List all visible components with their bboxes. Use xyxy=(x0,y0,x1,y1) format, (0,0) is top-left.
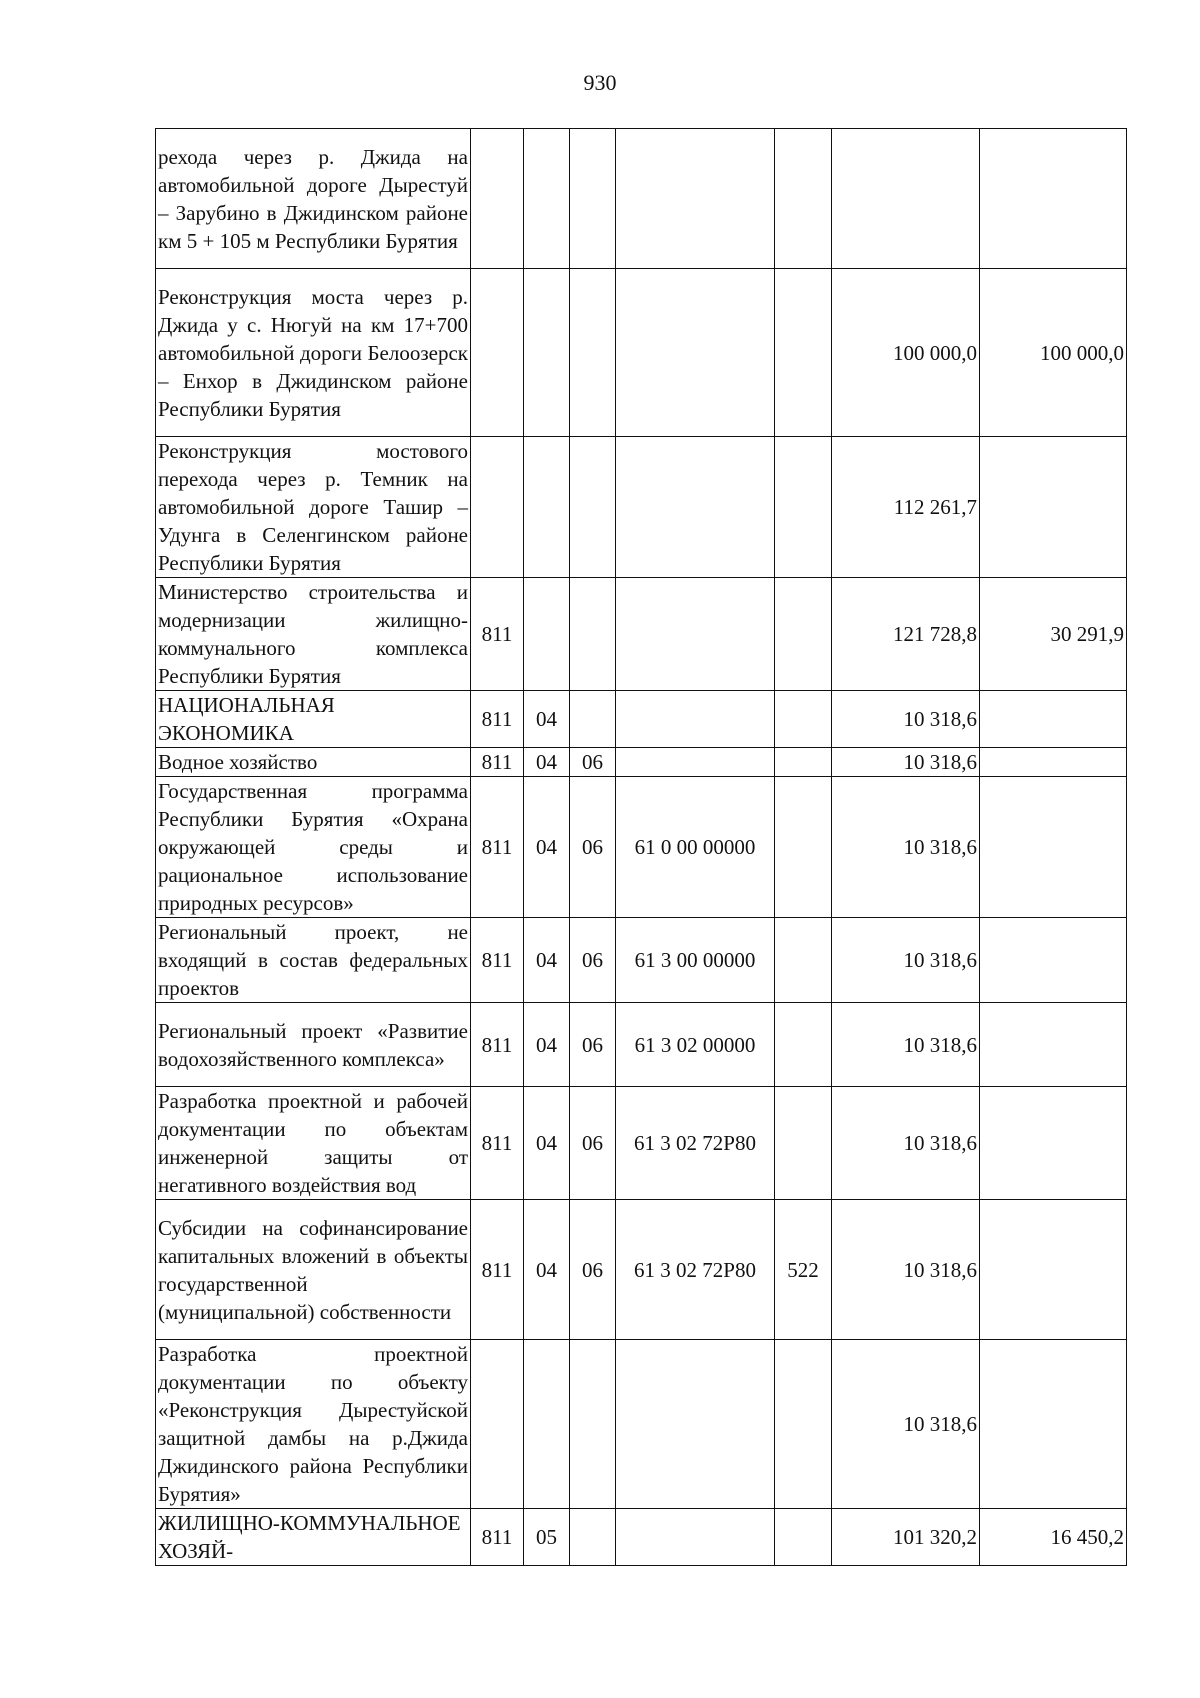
budget-table xyxy=(155,128,1127,1566)
page-number: 930 xyxy=(583,70,617,95)
row-subsection-code-cell xyxy=(570,129,616,269)
row-target-article-cell xyxy=(616,1509,775,1566)
row-amount-2-cell xyxy=(980,1200,1127,1340)
row-subsection-code-cell xyxy=(570,1509,616,1566)
row-name-cell: Реконструкция мостового перехода через р. Темник на автомобильной дороге Ташир – Удунга в Селенгинском районе Республики Бурятия xyxy=(156,437,471,578)
row-ministry-code-cell: 811 xyxy=(471,1200,524,1340)
row-amount-2-cell xyxy=(980,129,1127,269)
row-amount-2-cell: 16 450,2 xyxy=(980,1509,1127,1566)
row-target-article-cell: 61 3 02 00000 xyxy=(616,1003,775,1087)
row-expense-type-cell xyxy=(775,918,832,1003)
row-expense-type-cell xyxy=(775,269,832,437)
row-section-code-cell: 04 xyxy=(524,748,570,777)
row-amount-2-cell xyxy=(980,777,1127,918)
row-expense-type-cell xyxy=(775,1340,832,1509)
row-amount-1-cell: 10 318,6 xyxy=(832,918,980,1003)
row-section-code-cell xyxy=(524,129,570,269)
row-ministry-code-cell: 811 xyxy=(471,578,524,691)
row-amount-1-cell: 10 318,6 xyxy=(832,777,980,918)
row-ministry-code-cell xyxy=(471,437,524,578)
row-expense-type-cell xyxy=(775,437,832,578)
row-section-code-cell xyxy=(524,1340,570,1509)
row-expense-type-cell xyxy=(775,691,832,748)
row-section-code-cell xyxy=(524,437,570,578)
row-ministry-code-cell xyxy=(471,1340,524,1509)
row-section-code-cell xyxy=(524,269,570,437)
table-row xyxy=(156,918,1127,1003)
row-ministry-code-cell: 811 xyxy=(471,777,524,918)
row-amount-2-cell xyxy=(980,691,1127,748)
row-amount-2-cell xyxy=(980,1340,1127,1509)
row-subsection-code-cell xyxy=(570,691,616,748)
row-target-article-cell xyxy=(616,691,775,748)
row-section-code-cell: 04 xyxy=(524,1200,570,1340)
row-subsection-code-cell: 06 xyxy=(570,1003,616,1087)
table-row xyxy=(156,1340,1127,1509)
row-amount-2-cell: 100 000,0 xyxy=(980,269,1127,437)
row-target-article-cell xyxy=(616,748,775,777)
row-amount-1-cell: 112 261,7 xyxy=(832,437,980,578)
row-ministry-code-cell: 811 xyxy=(471,691,524,748)
row-target-article-cell xyxy=(616,129,775,269)
table-row xyxy=(156,1003,1127,1087)
row-target-article-cell xyxy=(616,269,775,437)
table-row xyxy=(156,1200,1127,1340)
row-expense-type-cell xyxy=(775,1087,832,1200)
row-expense-type-cell xyxy=(775,578,832,691)
row-amount-1-cell: 10 318,6 xyxy=(832,748,980,777)
row-name-cell: Реконструкция моста через р. Джида у с. Нюгуй на км 17+700 автомобильной дороги Белоозерск – Енхор в Джидинском районе Республики Бурятия xyxy=(156,269,471,437)
row-section-code-cell: 04 xyxy=(524,777,570,918)
row-subsection-code-cell: 06 xyxy=(570,748,616,777)
row-subsection-code-cell xyxy=(570,578,616,691)
row-subsection-code-cell: 06 xyxy=(570,1087,616,1200)
table-row xyxy=(156,269,1127,437)
row-amount-1-cell: 101 320,2 xyxy=(832,1509,980,1566)
row-amount-1-cell: 10 318,6 xyxy=(832,691,980,748)
row-expense-type-cell xyxy=(775,1509,832,1566)
row-name-cell: НАЦИОНАЛЬНАЯ ЭКОНОМИКА xyxy=(156,691,471,748)
row-subsection-code-cell xyxy=(570,269,616,437)
row-target-article-cell: 61 0 00 00000 xyxy=(616,777,775,918)
row-amount-2-cell: 30 291,9 xyxy=(980,578,1127,691)
table-row xyxy=(156,748,1127,777)
row-target-article-cell xyxy=(616,1340,775,1509)
row-name-cell: Водное хозяйство xyxy=(156,748,471,777)
row-amount-2-cell xyxy=(980,918,1127,1003)
row-target-article-cell xyxy=(616,437,775,578)
row-name-cell: Министерство строительства и модернизации жилищно-коммунального комплекса Республики Бурятия xyxy=(156,578,471,691)
row-target-article-cell: 61 3 02 72P80 xyxy=(616,1087,775,1200)
row-ministry-code-cell: 811 xyxy=(471,1509,524,1566)
row-amount-1-cell: 10 318,6 xyxy=(832,1200,980,1340)
row-section-code-cell: 04 xyxy=(524,691,570,748)
row-expense-type-cell xyxy=(775,1003,832,1087)
row-ministry-code-cell: 811 xyxy=(471,1087,524,1200)
row-amount-2-cell xyxy=(980,437,1127,578)
row-amount-1-cell: 121 728,8 xyxy=(832,578,980,691)
row-target-article-cell xyxy=(616,578,775,691)
row-ministry-code-cell: 811 xyxy=(471,748,524,777)
row-section-code-cell: 05 xyxy=(524,1509,570,1566)
row-amount-2-cell xyxy=(980,748,1127,777)
row-amount-1-cell: 10 318,6 xyxy=(832,1340,980,1509)
row-name-cell: Региональный проект «Развитие водохозяйственного комплекса» xyxy=(156,1003,471,1087)
row-name-cell: Государственная программа Республики Бурятия «Охрана окружающей среды и рациональное использование природных ресурсов» xyxy=(156,777,471,918)
row-expense-type-cell xyxy=(775,748,832,777)
row-amount-1-cell xyxy=(832,129,980,269)
row-amount-1-cell: 100 000,0 xyxy=(832,269,980,437)
row-expense-type-cell: 522 xyxy=(775,1200,832,1340)
row-ministry-code-cell: 811 xyxy=(471,918,524,1003)
row-name-cell: ЖИЛИЩНО-КОММУНАЛЬНОЕ ХОЗЯЙ- xyxy=(156,1509,471,1566)
row-target-article-cell: 61 3 00 00000 xyxy=(616,918,775,1003)
row-name-cell: Субсидии на софинансирование капитальных вложений в объекты государственной (муниципальной) собственности xyxy=(156,1200,471,1340)
row-ministry-code-cell: 811 xyxy=(471,1003,524,1087)
row-expense-type-cell xyxy=(775,777,832,918)
row-ministry-code-cell xyxy=(471,129,524,269)
row-subsection-code-cell xyxy=(570,437,616,578)
row-section-code-cell: 04 xyxy=(524,918,570,1003)
row-name-cell: Региональный проект, не входящий в состав федеральных проектов xyxy=(156,918,471,1003)
row-subsection-code-cell xyxy=(570,1340,616,1509)
table-row xyxy=(156,437,1127,578)
row-subsection-code-cell: 06 xyxy=(570,777,616,918)
row-amount-1-cell: 10 318,6 xyxy=(832,1003,980,1087)
table-row xyxy=(156,691,1127,748)
table-row xyxy=(156,777,1127,918)
row-name-cell: Разработка проектной документации по объекту «Реконструкция Дырестуйской защитной дамбы на р.Джида Джидинского района Республики Бурятия» xyxy=(156,1340,471,1509)
budget-table-body xyxy=(156,129,1127,1566)
table-row xyxy=(156,1087,1127,1200)
table-row xyxy=(156,578,1127,691)
row-section-code-cell xyxy=(524,578,570,691)
row-expense-type-cell xyxy=(775,129,832,269)
row-amount-1-cell: 10 318,6 xyxy=(832,1087,980,1200)
row-subsection-code-cell: 06 xyxy=(570,1200,616,1340)
row-name-cell: Разработка проектной и рабочей документации по объектам инженерной защиты от негативного воздействия вод xyxy=(156,1087,471,1200)
row-subsection-code-cell: 06 xyxy=(570,918,616,1003)
row-target-article-cell: 61 3 02 72P80 xyxy=(616,1200,775,1340)
row-section-code-cell: 04 xyxy=(524,1087,570,1200)
row-section-code-cell: 04 xyxy=(524,1003,570,1087)
row-amount-2-cell xyxy=(980,1087,1127,1200)
table-row xyxy=(156,1509,1127,1566)
table-row xyxy=(156,129,1127,269)
row-amount-2-cell xyxy=(980,1003,1127,1087)
row-ministry-code-cell xyxy=(471,269,524,437)
row-name-cell: рехода через р. Джида на автомобильной дороге Дырестуй – Зарубино в Джидинском районе км 5 + 105 м Республики Бурятия xyxy=(156,129,471,269)
